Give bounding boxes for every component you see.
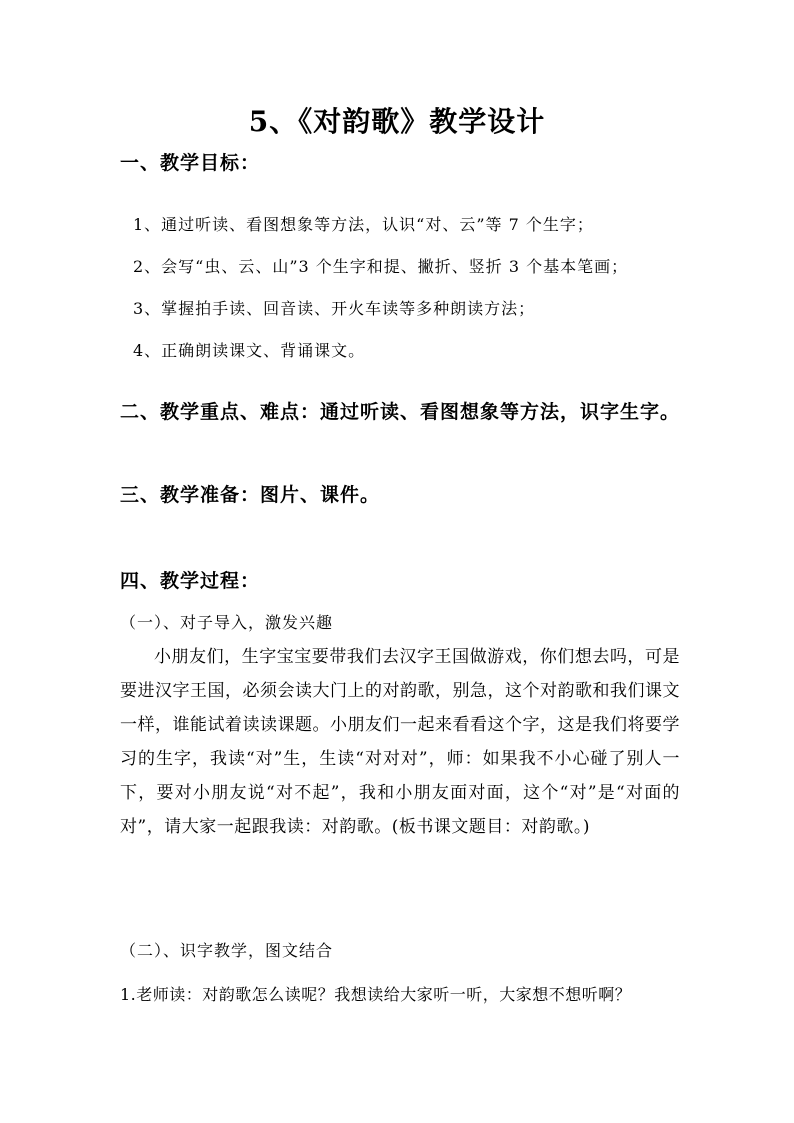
part-1-title: （一）、对子导入，激发兴趣 bbox=[120, 613, 334, 632]
document-title: 5、《对韵歌》教学设计 bbox=[248, 105, 546, 138]
section-preparation: 三、教学准备：图片、课件。 bbox=[120, 484, 381, 506]
section-heading-process: 四、教学过程： bbox=[120, 570, 261, 592]
section-key-points: 二、教学重点、难点：通过听读、看图想象等方法，识字生字。 bbox=[120, 401, 681, 423]
part-2-title: （二）、识字教学，图文结合 bbox=[120, 941, 334, 960]
part-1-paragraph: 小朋友们，生字宝宝要带我们去汉字王国做游戏，你们想去吗，可是要进汉字王国，必须会读大门上的对韵歌，别急，这个对韵歌和我们课文一样，谁能试着读读课题。小朋友们一起来看看这个字，这是我们将要学习的生字，我读“对”生，生读“对对对”，师：如果我不小心碰了别人一下，要对小朋友说“对不起”，我和小朋友面对面，这个“对”是“对面的对”，请大家一起跟我读：对韵歌。(板书课文题目：对韵歌。) bbox=[120, 647, 680, 837]
goal-item-1: 1、通过听读、看图想象等方法，认识“对、云”等 7 个生字； bbox=[133, 215, 594, 234]
goal-item-3: 3、掌握拍手读、回音读、开火车读等多种朗读方法； bbox=[133, 299, 536, 318]
goal-item-2: 2、会写“虫、云、山”3 个生字和提、撇折、竖折 3 个基本笔画； bbox=[133, 257, 629, 276]
goal-item-4: 4、正确朗读课文、背诵课文。 bbox=[133, 341, 366, 360]
section-heading-goals: 一、教学目标： bbox=[120, 152, 261, 174]
part-2-step-1: 1.老师读：对韵歌怎么读呢？我想读给大家听一听，大家想不想听啊？ bbox=[120, 985, 632, 1004]
